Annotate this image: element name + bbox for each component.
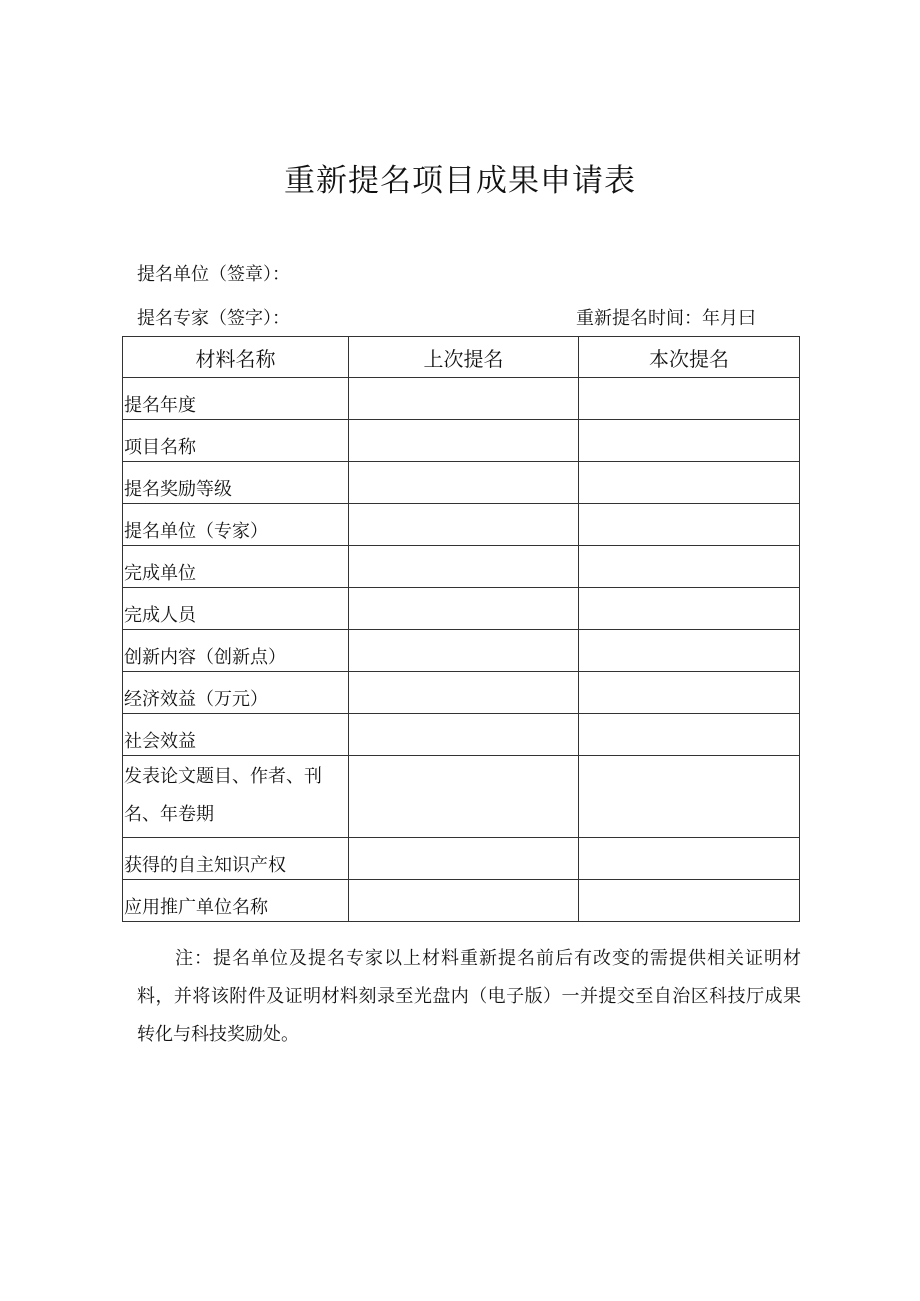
- page-title: 重新提名项目成果申请表: [284, 163, 636, 199]
- row-label: 完成单位: [123, 546, 349, 588]
- previous-cell[interactable]: [349, 672, 579, 714]
- previous-cell[interactable]: [349, 838, 579, 880]
- table-row: [123, 714, 800, 756]
- row-label: 应用推广单位名称: [123, 880, 349, 922]
- previous-cell[interactable]: [349, 756, 579, 838]
- nominating-unit-label: 提名单位（签章）：: [137, 264, 290, 285]
- previous-cell[interactable]: [349, 714, 579, 756]
- header-previous-nomination: 上次提名: [349, 337, 579, 378]
- current-cell[interactable]: [579, 420, 800, 462]
- table-row: [123, 420, 800, 462]
- row-label: 项目名称: [123, 420, 349, 462]
- previous-cell[interactable]: [349, 546, 579, 588]
- table-row: [123, 880, 800, 922]
- current-cell[interactable]: [579, 756, 800, 838]
- previous-cell[interactable]: [349, 588, 579, 630]
- table-row: [123, 630, 800, 672]
- row-label: 社会效益: [123, 714, 349, 756]
- previous-cell[interactable]: [349, 378, 579, 420]
- row-label: 发表论文题目、作者、刊名、年卷期: [123, 756, 349, 838]
- table-row: [123, 462, 800, 504]
- table-row: [123, 378, 800, 420]
- current-cell[interactable]: [579, 504, 800, 546]
- table-row: [123, 672, 800, 714]
- previous-cell[interactable]: [349, 504, 579, 546]
- current-cell[interactable]: [579, 462, 800, 504]
- previous-cell[interactable]: [349, 880, 579, 922]
- previous-cell[interactable]: [349, 462, 579, 504]
- renomination-time-label: 重新提名时间：年月曰: [576, 308, 756, 329]
- previous-cell[interactable]: [349, 420, 579, 462]
- current-cell[interactable]: [579, 838, 800, 880]
- row-label: 获得的自主知识产权: [123, 838, 349, 880]
- table-header-row: [123, 337, 800, 378]
- current-cell[interactable]: [579, 588, 800, 630]
- table-row: [123, 504, 800, 546]
- row-label: 经济效益（万元）: [123, 672, 349, 714]
- previous-cell[interactable]: [349, 630, 579, 672]
- table-row: [123, 838, 800, 880]
- row-label: 创新内容（创新点）: [123, 630, 349, 672]
- nominating-expert-label: 提名专家（签字）：: [137, 308, 290, 329]
- table-row: [123, 546, 800, 588]
- table-row: [123, 588, 800, 630]
- current-cell[interactable]: [579, 672, 800, 714]
- row-label: 完成人员: [123, 588, 349, 630]
- row-label: 提名年度: [123, 378, 349, 420]
- row-label: 提名单位（专家）: [123, 504, 349, 546]
- row-label: 提名奖励等级: [123, 462, 349, 504]
- current-cell[interactable]: [579, 880, 800, 922]
- current-cell[interactable]: [579, 546, 800, 588]
- materials-table: [122, 336, 800, 922]
- header-current-nomination: 本次提名: [579, 337, 800, 378]
- current-cell[interactable]: [579, 378, 800, 420]
- current-cell[interactable]: [579, 714, 800, 756]
- footnote: 注：提名单位及提名专家以上材料重新提名前后有改变的需提供相关证明材料，并将该附件及证明材料刻录至光盘内（电子版）一并提交至自治区科技厅成果转化与科技奖励处。: [137, 948, 801, 1045]
- current-cell[interactable]: [579, 630, 800, 672]
- table-row: [123, 756, 800, 838]
- header-material-name: 材料名称: [123, 337, 349, 378]
